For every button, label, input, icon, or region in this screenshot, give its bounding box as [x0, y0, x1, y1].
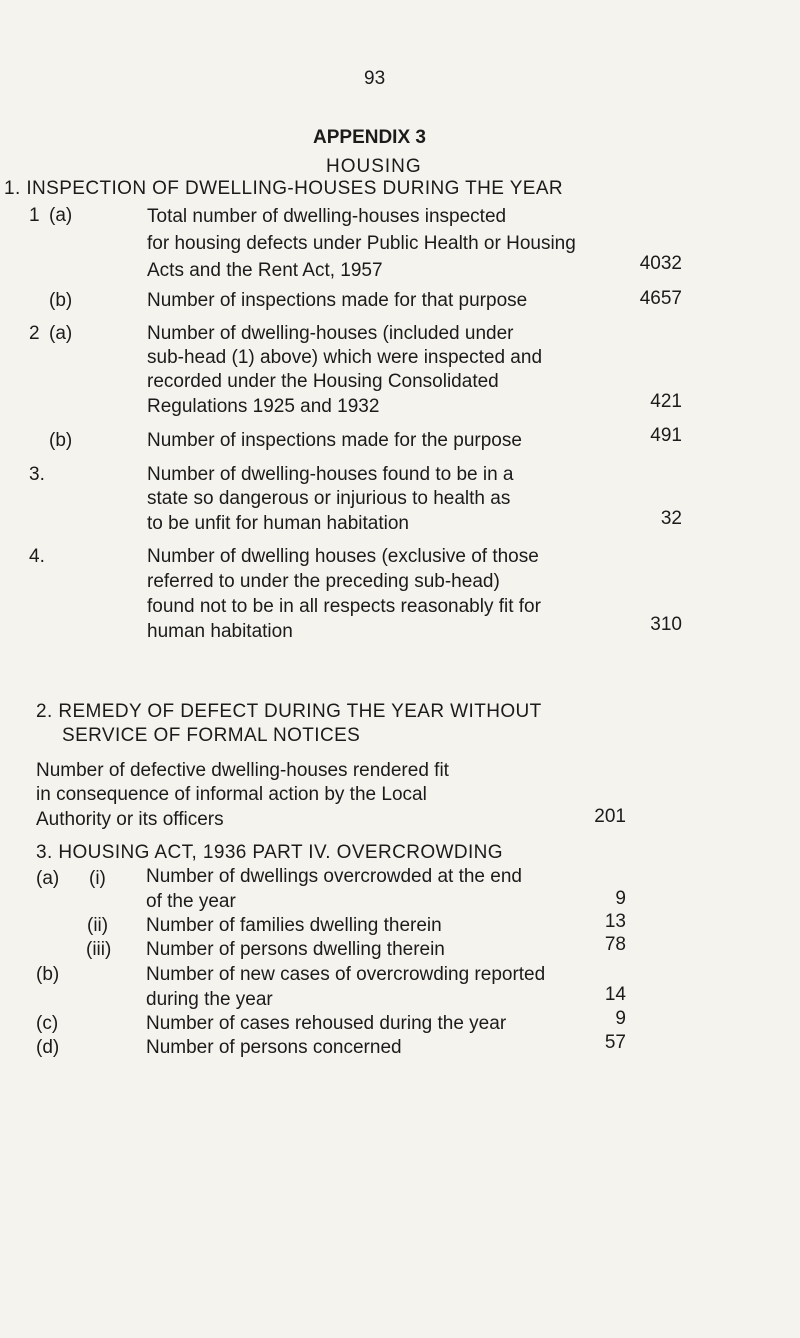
page-number: 93	[364, 68, 386, 89]
item-text-line: Number of dwelling-houses found to be in a	[147, 464, 514, 485]
item-text-line: Total number of dwelling-houses inspected	[147, 206, 507, 227]
item-text-line: to be unfit for human habitation	[147, 513, 409, 534]
item-value: 78	[604, 934, 626, 955]
item-number: 2	[29, 323, 40, 344]
item-text-line: sub-head (1) above) which were inspected and	[147, 347, 543, 368]
item-number: 1	[29, 205, 40, 226]
section1-heading: 1. INSPECTION OF DWELLING-HOUSES DURING THE YEAR	[4, 178, 564, 199]
section2-text-line: in consequence of informal action by the Local	[36, 784, 427, 805]
section2-value: 201	[594, 806, 626, 827]
item-sub-label: (ii)	[87, 915, 109, 936]
appendix-subtitle: HOUSING	[326, 156, 422, 177]
item-text-line: Number of new cases of overcrowding reported	[146, 964, 546, 985]
item-text-line: Number of persons dwelling therein	[146, 939, 445, 960]
item-value: 9	[615, 1008, 626, 1029]
item-sub-label: (b)	[49, 430, 73, 451]
item-label: (c)	[36, 1013, 59, 1034]
item-text-line: human habitation	[147, 621, 293, 642]
item-value: 32	[660, 508, 682, 529]
item-text-line: Number of dwelling-houses (included under	[147, 323, 514, 344]
item-sub-label: (a)	[49, 205, 73, 226]
item-label: (b)	[36, 964, 60, 985]
item-text-line: recorded under the Housing Consolidated	[147, 371, 499, 392]
section2-text-line: Authority or its officers	[36, 809, 224, 830]
item-text-line: Regulations 1925 and 1932	[147, 396, 380, 417]
item-value: 9	[615, 888, 626, 909]
section2-heading: SERVICE OF FORMAL NOTICES	[62, 725, 361, 746]
item-text-line: referred to under the preceding sub-head)	[147, 571, 500, 592]
item-sub-label: (b)	[49, 290, 73, 311]
item-value: 14	[604, 984, 626, 1005]
item-text-line: of the year	[146, 891, 236, 912]
item-sub-label: (i)	[89, 868, 106, 889]
item-label: (a)	[36, 868, 60, 889]
item-text-line: Number of inspections made for the purpose	[147, 430, 522, 451]
item-number: 3.	[29, 464, 45, 485]
item-text-line: Number of families dwelling therein	[146, 915, 442, 936]
item-value: 310	[650, 614, 682, 635]
item-value: 4657	[639, 288, 682, 309]
section2-heading: 2. REMEDY OF DEFECT DURING THE YEAR WITHOUT	[36, 701, 542, 722]
item-value: 57	[604, 1032, 626, 1053]
item-text-line: Number of dwelling houses (exclusive of those	[147, 546, 539, 567]
item-text-line: Number of persons concerned	[146, 1037, 402, 1058]
item-text-line: Acts and the Rent Act, 1957	[147, 260, 383, 281]
item-sub-label: (a)	[49, 323, 73, 344]
item-text-line: state so dangerous or injurious to health as	[147, 488, 511, 509]
item-value: 491	[650, 425, 682, 446]
item-text-line: Number of dwellings overcrowded at the end	[146, 866, 522, 887]
item-value: 13	[604, 911, 626, 932]
item-text-line: Number of inspections made for that purpose	[147, 290, 528, 311]
item-value: 4032	[639, 253, 682, 274]
section3-heading: 3. HOUSING ACT, 1936 PART IV. OVERCROWDING	[36, 842, 503, 863]
appendix-title: APPENDIX 3	[313, 127, 426, 148]
item-number: 4.	[29, 546, 45, 567]
item-label: (d)	[36, 1037, 60, 1058]
item-text-line: found not to be in all respects reasonably fit for	[147, 596, 541, 617]
item-text-line: during the year	[146, 989, 273, 1010]
item-value: 421	[650, 391, 682, 412]
item-text-line: Number of cases rehoused during the year	[146, 1013, 507, 1034]
item-text-line: for housing defects under Public Health or Housing	[147, 233, 576, 254]
section2-text-line: Number of defective dwelling-houses rendered fit	[36, 760, 449, 781]
item-sub-label: (iii)	[86, 939, 112, 960]
